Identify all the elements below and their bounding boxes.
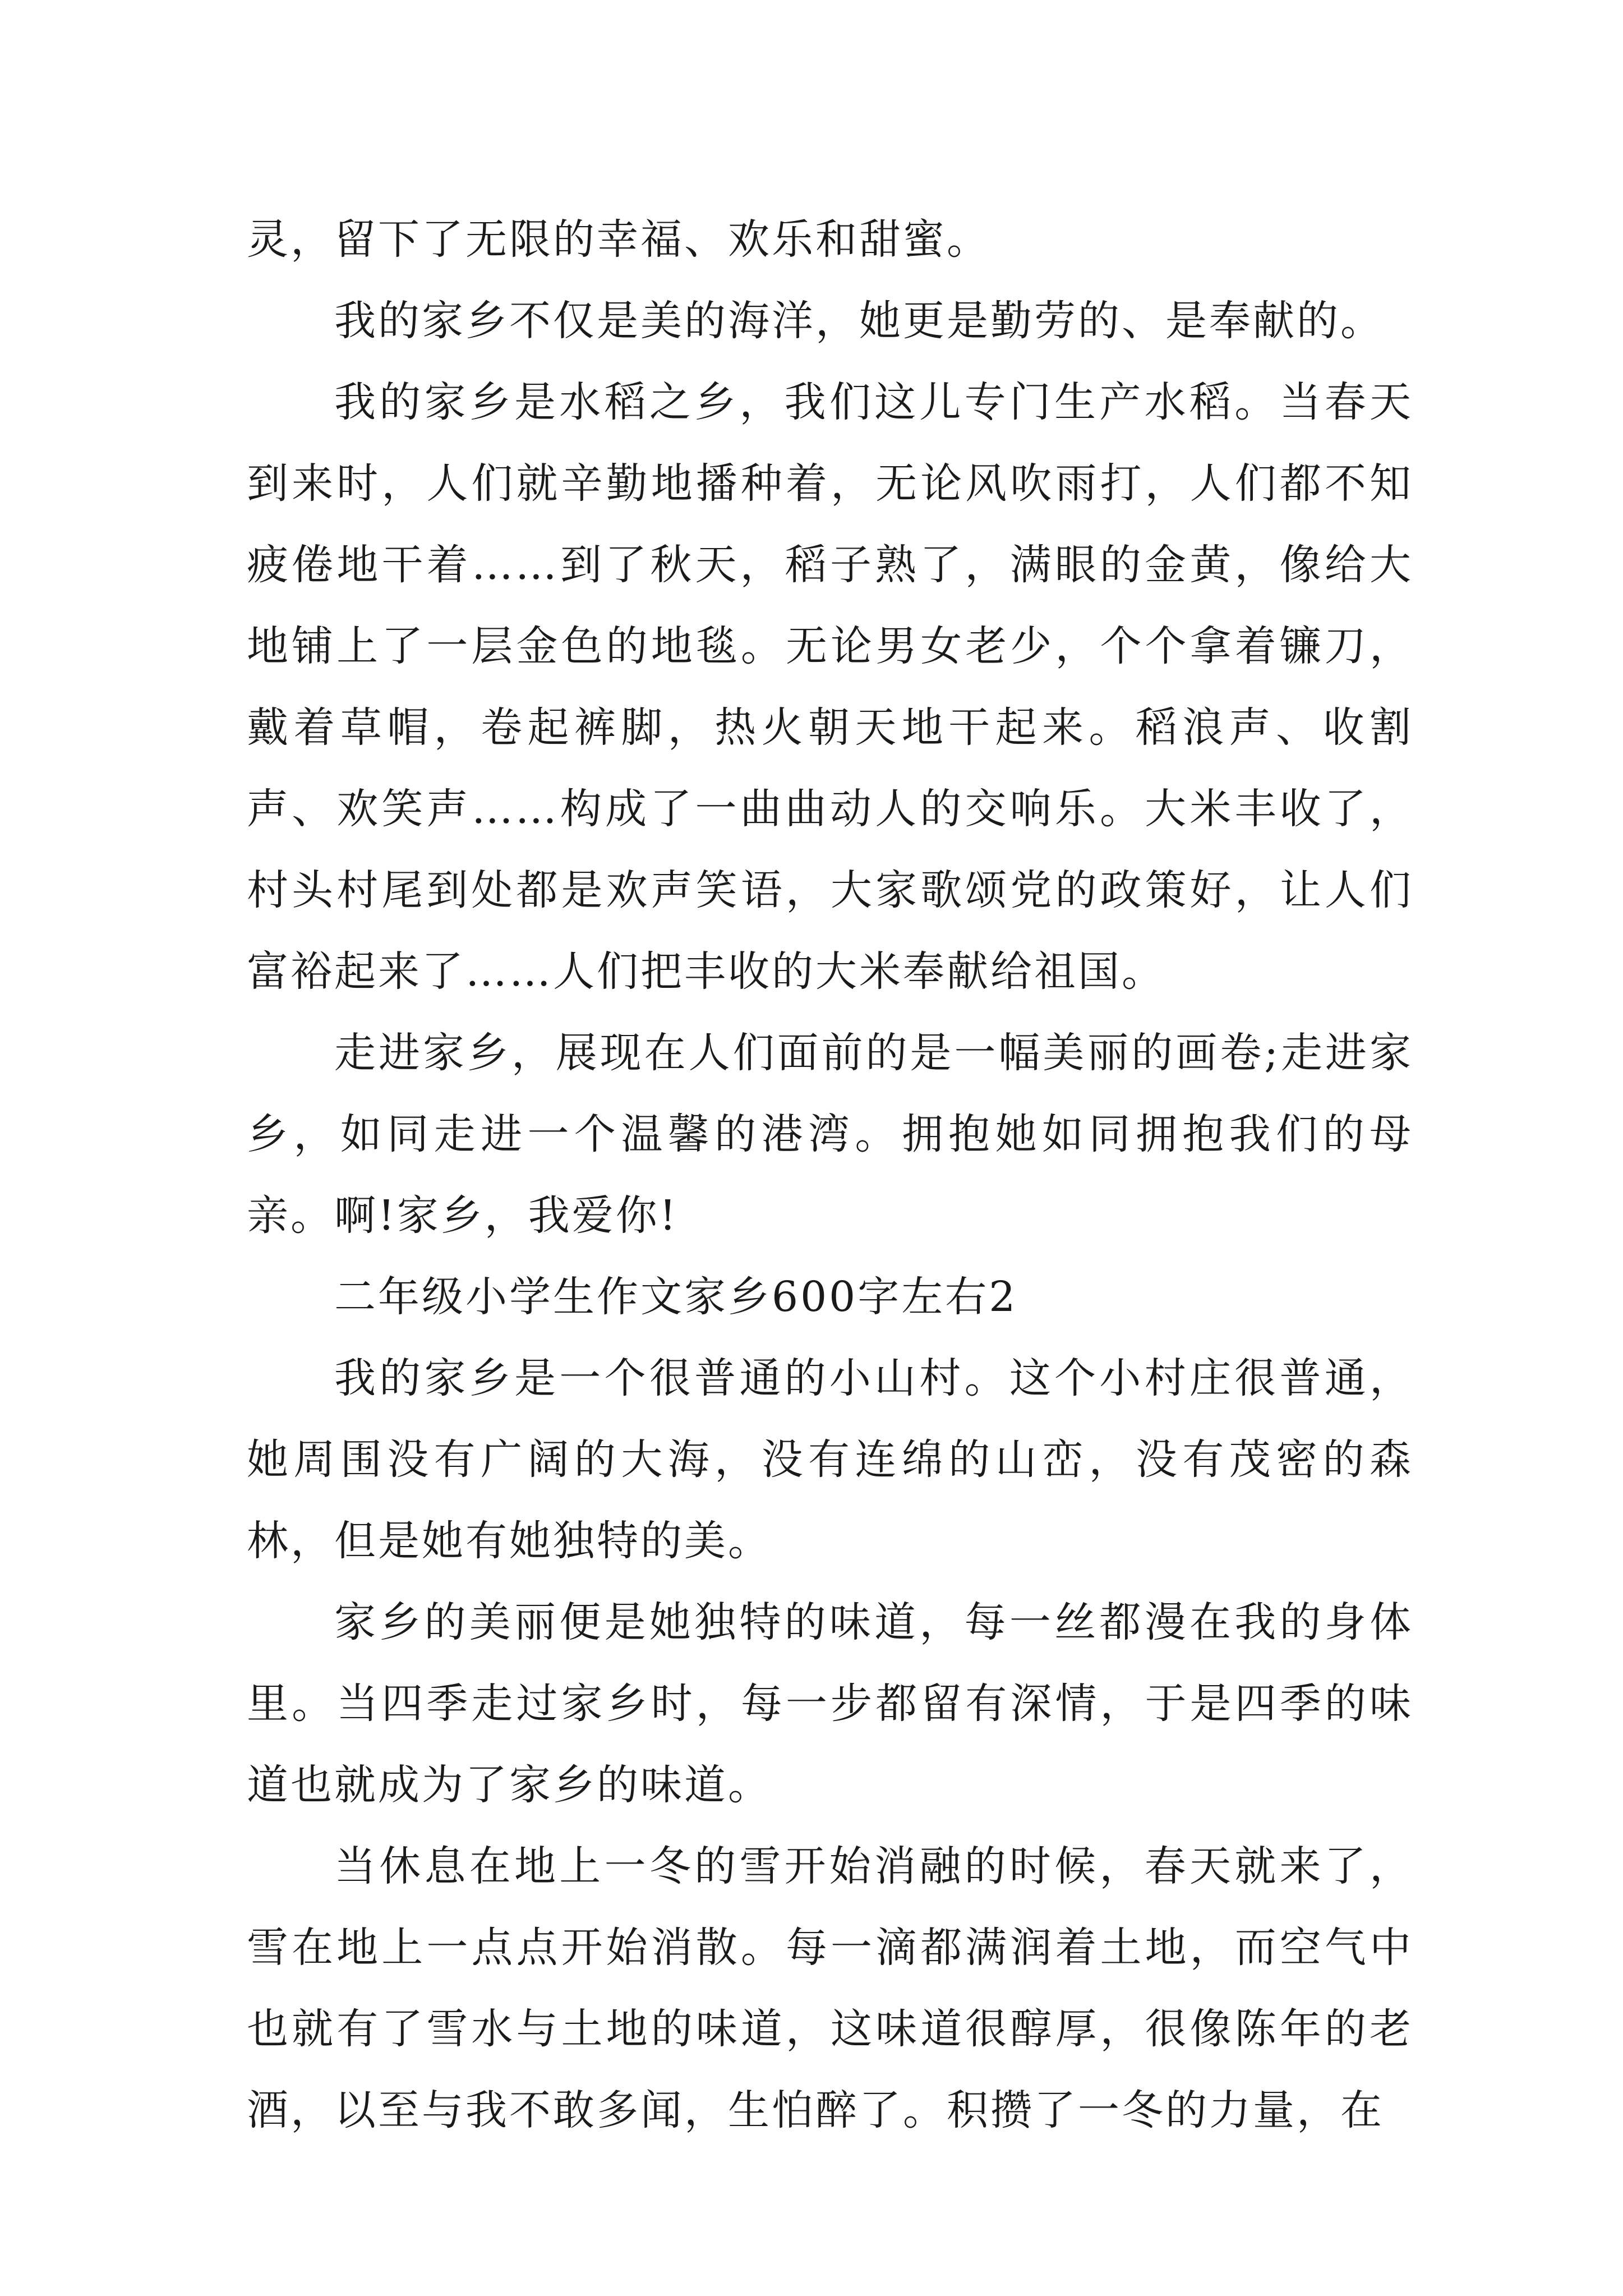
document-body [247,199,1413,2151]
paragraph: 走进家乡，展现在人们面前的是一幅美丽的画卷;走进家乡，如同走进一个温馨的港湾。拥抱她如同拥抱我们的母亲。啊!家乡，我爱你! [247,1029,1413,1240]
paragraph: 家乡的美丽便是她独特的味道，每一丝都漫在我的身体里。当四季走过家乡时，每一步都留有深情，于是四季的味道也就成为了家乡的味道。 [247,1598,1413,1809]
paragraph-continuation: 灵，留下了无限的幸福、欢乐和甜蜜。 [247,215,990,264]
paragraph: 我的家乡是一个很普通的小山村。这个小村庄很普通，她周围没有广阔的大海，没有连绵的山峦，没有茂密的森林，但是她有她独特的美。 [247,1354,1413,1565]
paragraph: 我的家乡是水稻之乡，我们这儿专门生产水稻。当春天到来时，人们就辛勤地播种着，无论风吹雨打，人们都不知疲倦地干着……到了秋天，稻子熟了，满眼的金黄，像给大地铺上了一层金色的地毯。无论男女老少，个个拿着镰刀，戴着草帽，卷起裤脚，热火朝天地干起来。稻浪声、收割声、欢笑声……构成了一曲曲动人的交响乐。大米丰收了，村头村尾到处都是欢声笑语，大家歌颂党的政策好，让人们富裕起来了……人们把丰收的大米奉献给祖国。 [247,378,1413,996]
paragraph: 我的家乡不仅是美的海洋，她更是勤劳的、是奉献的。 [334,297,1384,345]
paragraph: 当休息在地上一冬的雪开始消融的时候，春天就来了，雪在地上一点点开始消散。每一滴都满润着土地，而空气中也就有了雪水与土地的味道，这味道很醇厚，很像陈年的老酒，以至与我不敢多闻，生怕醉了。积攒了一冬的力量，在 [247,1842,1413,2134]
section-heading: 二年级小学生作文家乡600字左右2 [334,1273,1018,1321]
